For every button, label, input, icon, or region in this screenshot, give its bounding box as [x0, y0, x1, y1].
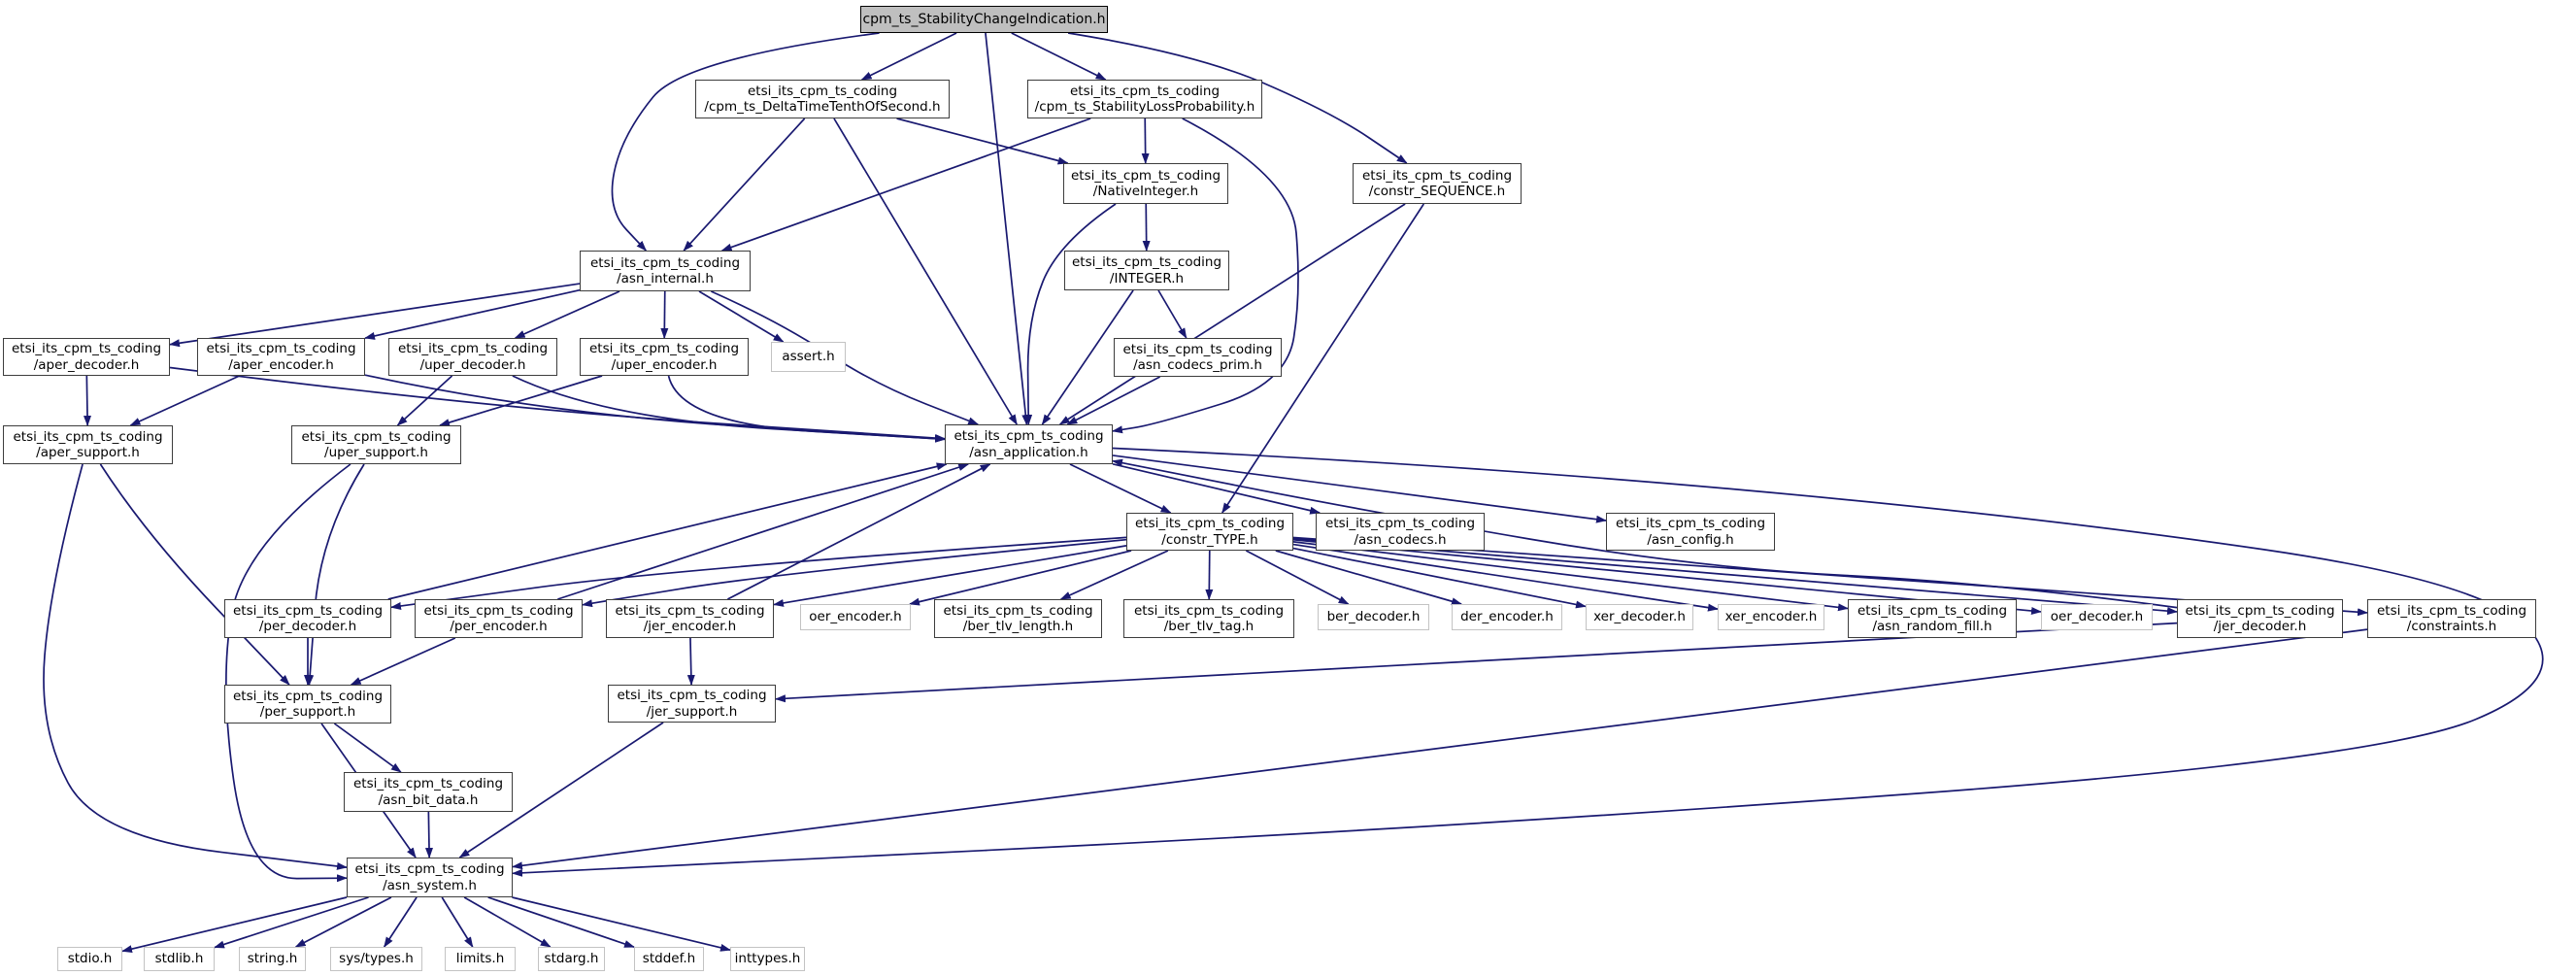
edge-constr_type-to-jer_encoder — [774, 546, 1126, 605]
edge-per_encoder-to-asn_application — [557, 464, 968, 599]
node-jer_encoder[interactable] — [606, 599, 774, 638]
node-delta_time[interactable] — [695, 80, 950, 118]
node-ber_tlv_length[interactable] — [934, 599, 1102, 638]
edge-constraints-to-asn_system — [513, 629, 2367, 866]
node-label-line: der_encoder.h — [1460, 609, 1554, 625]
node-label-line: etsi_its_cpm_ts_coding — [1070, 167, 1221, 184]
edge-native_integer-to-asn_application — [1028, 204, 1116, 424]
node-xer_encoder — [1718, 604, 1824, 630]
node-stddef — [634, 947, 704, 971]
edge-constr_type-to-ber_tlv_tag — [1209, 551, 1210, 599]
node-string — [239, 947, 306, 971]
edge-asn_codecs_prim-to-asn_application — [1067, 377, 1159, 424]
node-asn_internal[interactable] — [580, 251, 751, 291]
node-constr_sequence[interactable] — [1353, 163, 1522, 204]
node-asn_bit_data[interactable] — [344, 772, 513, 812]
node-label-line: /uper_support.h — [324, 445, 428, 460]
edge-aper_support-to-asn_system — [44, 464, 347, 867]
node-label-line: /per_encoder.h — [450, 619, 548, 634]
node-label-line: etsi_its_cpm_ts_coding — [1324, 516, 1476, 531]
node-stdlib — [144, 947, 215, 971]
node-xer_decoder — [1586, 604, 1693, 630]
edge-top-to-delta_time — [862, 33, 956, 80]
node-aper_support[interactable] — [3, 425, 173, 464]
node-label-line: etsi_its_cpm_ts_coding — [1133, 602, 1285, 619]
node-uper_support[interactable] — [291, 425, 461, 464]
node-label-line: oer_decoder.h — [2050, 609, 2144, 625]
edge-asn_internal-to-uper_decoder — [516, 291, 619, 338]
node-sys_types — [330, 947, 422, 971]
node-oer_encoder — [800, 604, 911, 630]
edge-delta_time-to-asn_internal — [684, 118, 804, 251]
edge-aper_decoder-to-aper_support — [86, 376, 87, 425]
node-label-line: /constr_SEQUENCE.h — [1368, 184, 1506, 199]
node-label-line: inttypes.h — [734, 951, 801, 967]
node-asn_codecs[interactable] — [1316, 513, 1485, 551]
node-per_support[interactable] — [224, 685, 391, 724]
node-label-line: /asn_codecs_prim.h — [1133, 357, 1262, 373]
node-label-line: etsi_its_cpm_ts_coding — [1361, 167, 1513, 184]
node-label-line: etsi_its_cpm_ts_coding — [352, 776, 504, 791]
node-label-line: etsi_its_cpm_ts_coding — [301, 428, 452, 445]
node-asn_application[interactable] — [945, 424, 1113, 464]
edge-asn_application-to-constr_type — [1070, 464, 1171, 513]
edge-aper_encoder-to-aper_support — [130, 376, 239, 425]
edge-constr_type-to-xer_encoder — [1293, 545, 1718, 610]
node-jer_support[interactable] — [608, 685, 776, 723]
node-label-line: /asn_random_fill.h — [1872, 619, 1992, 634]
node-label-line: etsi_its_cpm_ts_coding — [354, 861, 505, 877]
edge-native_integer-to-integer — [1146, 204, 1147, 251]
edge-uper_support-to-asn_system — [226, 464, 351, 879]
node-label-line: etsi_its_cpm_ts_coding — [397, 341, 549, 356]
node-label-line: /asn_codecs.h — [1354, 531, 1447, 548]
edge-stability_loss-to-asn_internal — [722, 118, 1091, 251]
node-native_integer[interactable] — [1063, 163, 1228, 204]
node-label-line: etsi_its_cpm_ts_coding — [13, 428, 163, 445]
edge-stability_loss-to-native_integer — [1145, 118, 1146, 163]
node-asn_system[interactable] — [347, 858, 513, 897]
node-label-line: /NativeInteger.h — [1092, 184, 1199, 199]
edge-constr_sequence-to-asn_application — [1060, 204, 1406, 424]
node-label-line: oer_encoder.h — [809, 609, 902, 625]
node-label-line: /constraints.h — [2406, 619, 2497, 634]
node-label-line: /ber_tlv_length.h — [962, 619, 1074, 634]
node-label-line: etsi_its_cpm_ts_coding — [423, 602, 574, 619]
node-label-line: string.h — [247, 951, 298, 967]
node-constr_type[interactable] — [1126, 513, 1293, 551]
edge-per_encoder-to-per_support — [351, 638, 455, 685]
node-stability_loss[interactable] — [1027, 80, 1262, 118]
node-label-line: /aper_decoder.h — [33, 356, 140, 373]
node-label-line: etsi_its_cpm_ts_coding — [1134, 516, 1286, 531]
node-label-line: etsi_its_cpm_ts_coding — [1857, 602, 2008, 619]
edge-aper_decoder-to-asn_application — [170, 367, 945, 438]
node-label-line: /uper_encoder.h — [611, 356, 718, 373]
edge-top-to-asn_application — [986, 33, 1026, 424]
node-der_encoder — [1452, 604, 1562, 630]
edge-aper_support-to-per_support — [100, 464, 288, 685]
node-uper_encoder[interactable] — [580, 338, 749, 376]
node-label-line: limits.h — [455, 951, 505, 967]
node-label-line: /aper_encoder.h — [228, 356, 334, 373]
edge-asn_application-to-asn_system — [513, 449, 2543, 874]
node-label-line: etsi_its_cpm_ts_coding — [11, 341, 162, 356]
node-label-line: etsi_its_cpm_ts_coding — [2185, 602, 2335, 619]
node-label-line: /cpm_ts_StabilityLossProbability.h — [1034, 99, 1255, 115]
node-ber_tlv_tag[interactable] — [1123, 599, 1294, 638]
edge-constr_type-to-ber_tlv_length — [1061, 551, 1168, 599]
edge-asn_system-to-stdio — [122, 897, 347, 951]
edge-asn_internal-to-assert_h — [699, 291, 784, 342]
node-label-line: stdio.h — [67, 951, 113, 967]
node-label-line: /INTEGER.h — [1109, 270, 1185, 286]
edge-constr_type-to-oer_encoder — [910, 551, 1131, 604]
node-label-line: etsi_its_cpm_ts_coding — [588, 341, 740, 356]
node-constraints[interactable] — [2367, 599, 2536, 638]
node-label-line: assert.h — [782, 349, 835, 365]
node-ber_decoder — [1318, 604, 1429, 630]
edge-asn_system-to-limits — [442, 897, 473, 947]
node-label-line: etsi_its_cpm_ts_coding — [943, 602, 1093, 619]
node-label-line: etsi_its_cpm_ts_coding — [617, 688, 767, 703]
node-uper_decoder[interactable] — [388, 338, 557, 376]
node-label-line: stdarg.h — [544, 951, 599, 967]
node-per_encoder[interactable] — [415, 599, 583, 638]
node-label-line: etsi_its_cpm_ts_coding — [1615, 516, 1766, 531]
edge-asn_application-to-asn_codecs — [1113, 464, 1320, 513]
node-label-line: etsi_its_cpm_ts_coding — [953, 428, 1104, 444]
edge-asn_system-to-stdlib — [215, 897, 369, 948]
node-label-line: /cpm_ts_DeltaTimeTenthOfSecond.h — [704, 99, 941, 115]
node-per_decoder[interactable] — [224, 599, 391, 638]
node-assert_h — [771, 342, 846, 372]
node-asn_random_fill[interactable] — [1848, 599, 2017, 638]
node-label-line: etsi_its_cpm_ts_coding — [1069, 83, 1221, 99]
node-label-line: /uper_decoder.h — [419, 356, 526, 373]
node-label-line: ber_decoder.h — [1326, 609, 1421, 625]
node-label-line: /asn_internal.h — [617, 271, 714, 286]
node-stdio — [57, 947, 122, 971]
edge-delta_time-to-asn_application — [834, 118, 1017, 424]
node-aper_encoder[interactable] — [197, 338, 365, 376]
node-limits — [445, 947, 516, 971]
node-label-line: /jer_support.h — [646, 703, 738, 720]
edge-top-to-asn_internal — [612, 33, 879, 251]
edge-asn_system-to-stdarg — [464, 897, 551, 947]
node-asn_config[interactable] — [1606, 513, 1775, 551]
edge-asn_bit_data-to-asn_system — [428, 812, 429, 858]
node-label-line: etsi_its_cpm_ts_coding — [232, 602, 384, 619]
edge-jer_encoder-to-jer_support — [690, 638, 691, 685]
edge-jer_encoder-to-asn_application — [727, 464, 989, 599]
node-label-line: stddef.h — [642, 951, 696, 967]
edge-per_support-to-asn_bit_data — [334, 724, 401, 772]
edge-asn_internal-to-aper_encoder — [365, 290, 580, 338]
node-label-line: /asn_application.h — [969, 444, 1088, 460]
node-label-line: xer_decoder.h — [1593, 609, 1686, 625]
node-label-line: etsi_its_cpm_ts_coding — [615, 602, 765, 619]
node-label-line: /per_decoder.h — [258, 619, 357, 634]
node-label-line: /aper_support.h — [36, 445, 140, 460]
node-label-line: /jer_encoder.h — [643, 619, 737, 634]
edge-asn_application-to-asn_config — [1113, 455, 1606, 521]
node-inttypes — [730, 947, 805, 971]
node-label-line: /constr_TYPE.h — [1161, 531, 1258, 548]
node-jer_decoder[interactable] — [2177, 599, 2343, 638]
edge-uper_support-to-per_support — [309, 464, 364, 685]
node-label-line: cpm_ts_StabilityChangeIndication.h — [862, 11, 1106, 27]
edge-constr_type-to-asn_random_fill — [1293, 542, 1848, 609]
node-label-line: etsi_its_cpm_ts_coding — [589, 254, 741, 271]
edge-integer-to-asn_codecs_prim — [1158, 290, 1187, 338]
edge-uper_decoder-to-asn_application — [513, 376, 945, 439]
node-asn_codecs_prim[interactable] — [1114, 338, 1282, 377]
node-top — [860, 6, 1108, 33]
node-label-line: /jer_decoder.h — [2213, 619, 2307, 634]
node-label-line: /ber_tlv_tag.h — [1163, 619, 1255, 634]
node-label-line: /asn_config.h — [1647, 531, 1734, 548]
edge-constr_type-to-ber_decoder — [1246, 551, 1348, 604]
node-label-line: stdlib.h — [154, 951, 204, 967]
node-label-line: /per_support.h — [259, 704, 356, 720]
node-oer_decoder — [2041, 604, 2153, 630]
node-integer[interactable] — [1064, 251, 1229, 290]
node-label-line: etsi_its_cpm_ts_coding — [206, 341, 356, 356]
node-label-line: etsi_its_cpm_ts_coding — [1122, 341, 1273, 357]
node-stdarg — [538, 947, 605, 971]
node-label-line: etsi_its_cpm_ts_coding — [232, 688, 384, 704]
edge-asn_internal-to-uper_encoder — [664, 291, 665, 338]
node-label-line: /asn_system.h — [383, 877, 477, 893]
node-label-line: xer_encoder.h — [1724, 609, 1818, 625]
edge-top-to-stability_loss — [1012, 33, 1106, 80]
node-aper_decoder[interactable] — [3, 338, 170, 376]
node-label-line: sys/types.h — [339, 951, 414, 967]
node-label-line: etsi_its_cpm_ts_coding — [1071, 254, 1222, 270]
node-label-line: /asn_bit_data.h — [378, 791, 479, 808]
node-label-line: etsi_its_cpm_ts_coding — [2376, 602, 2527, 619]
edge-asn_system-to-sys_types — [385, 897, 417, 947]
edge-per_decoder-to-asn_application — [388, 464, 947, 599]
node-label-line: etsi_its_cpm_ts_coding — [747, 83, 898, 99]
